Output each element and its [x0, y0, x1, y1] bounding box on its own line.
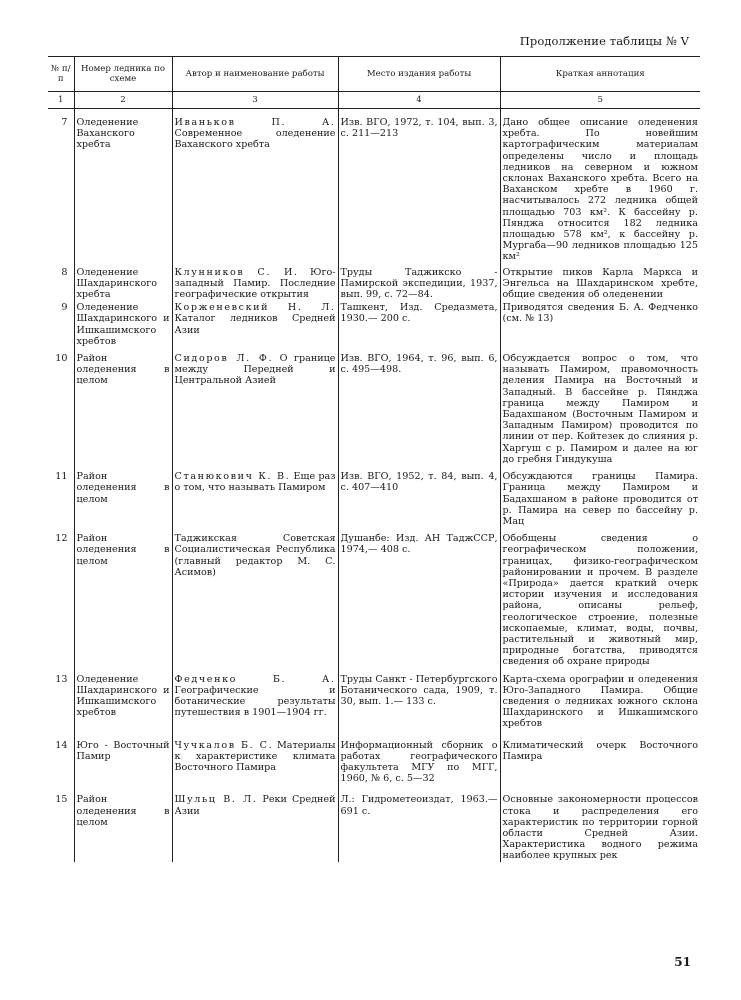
row-number: 14 [55, 739, 68, 751]
work-title: Юго-западный Памир. Последние географические открытия [174, 266, 336, 301]
author-name: Шульц В. Л. [174, 794, 258, 806]
work-title: Материалы к характеристике климата Восточного Памира [174, 739, 336, 773]
column-number-row [48, 92, 700, 109]
row-spacer [48, 109, 700, 118]
glacier-name: Оледенение Ваханского хребта [74, 117, 172, 263]
publication-place: Информационный сборник о работах географического факультета МГУ по МГГ, 1960, № 6, с. 5—32 [338, 740, 500, 785]
author-and-title [172, 471, 338, 527]
row-number: 9 [61, 302, 68, 314]
row-number: 15 [55, 794, 68, 806]
colnum-1: 1 [48, 92, 74, 109]
table-row [48, 674, 700, 730]
table-header-row [48, 57, 700, 92]
header-author: Автор и наименование работы [172, 57, 338, 92]
work-title: О границе между Передней и Центральной Азией [174, 353, 336, 387]
row-spacer [48, 730, 700, 740]
colnum-4: 4 [338, 92, 500, 109]
publication-place: Ташкент, Изд. Средазмета, 1930.— 200 с. [338, 302, 500, 347]
glacier-name: Район оледенения в целом [74, 794, 172, 861]
publication-place: Изв. ВГО, 1952, т. 84, вып. 4, с. 407—410 [338, 471, 500, 527]
author-name: Станюкович К. В. [174, 471, 291, 483]
row-number: 10 [55, 353, 68, 365]
author-and-title [172, 302, 338, 347]
publication-place: Душанбе: Изд. АН ТаджССР, 1974,— 408 с. [338, 533, 500, 667]
author-name: Клунников С. И. [174, 266, 299, 278]
glacier-name: Район оледенения в целом [74, 533, 172, 667]
author-name: Иваньков П. А. [174, 117, 336, 128]
short-annotation: Обсуждаются границы Памира. Граница между Памиром и Бадахшаном в районе проводится от р. Памира на север по бассейну р. Мац [500, 471, 700, 527]
row-number: 11 [55, 471, 68, 483]
colnum-3: 3 [172, 92, 338, 109]
short-annotation: Основные закономерности процессов стока и распределения его характеристик по территории горной области Средней Азии. Характеристика водного режима наиболее крупных рек [500, 794, 700, 861]
author-and-title [172, 674, 338, 730]
glacier-name: Район оледенения в целом [74, 353, 172, 465]
author-name: Федченко Б. А. [174, 673, 336, 685]
row-number: 7 [61, 117, 68, 128]
colnum-2: 2 [74, 92, 172, 109]
publication-place: Л.: Гидрометеоиздат, 1963.— 691 с. [338, 794, 500, 861]
page-number: 51 [674, 955, 691, 969]
author-and-title [172, 117, 338, 263]
row-number: 8 [61, 266, 68, 278]
short-annotation: Открытие пиков Карла Маркса и Энгельса на Шахдаринском хребте, общие сведения об оледенении [500, 267, 700, 301]
table-row [48, 302, 700, 347]
work-title: Каталог ледников Средней Азии [174, 313, 336, 336]
publication-place: Труды Таджикско - Памирской экспедиции, 1937, вып. 99, с. 72—84. [338, 267, 500, 301]
table-row [48, 117, 700, 263]
author-and-title [172, 794, 338, 861]
table-row [48, 353, 700, 465]
work-title: Географические и ботанические результаты путешествия в 1901—1904 гг. [174, 684, 336, 719]
short-annotation: Дано общее описание оледенения хребта. По новейшим картографическим материалам определены число и площадь ледников на северном и южном склонах Ваханского хребта. Всего на Ваханском хребте в 1960 г. насчитывалось 272 ледника общей площадью 703 км². К бассейну р. Пянджа относится 182 ледника площадью 578 км², к бассейну р. Мургаба—90 ледников площадью 125 км² [500, 117, 700, 263]
header-place: Место издания работы [338, 57, 500, 92]
short-annotation: Обобщены сведения о географическом положении, границах, физико-географическом районировании и прочем. В разделе «Природа» дается краткий очерк истории изучения и исследования района, описаны рельеф, геологическое строение, полезные ископаемые, климат, воды, почвы, растительный и животный мир, природные богатства, приводятся сведения об охране природы [500, 533, 700, 667]
table-body [48, 109, 700, 862]
header-glacier: Номер ледника по схеме [74, 57, 172, 92]
author-name: Корженевский Н. Л. [174, 302, 336, 314]
table-row [48, 267, 700, 301]
glacier-name: Оледенение Шахдаринского хребта [74, 267, 172, 301]
header-number: № п/п [48, 57, 74, 92]
author-and-title [172, 353, 338, 465]
bibliography-table [48, 56, 700, 862]
table-row [48, 471, 700, 527]
publication-place: Изв. ВГО, 1972, т. 104, вып. 3, с. 211—213 [338, 117, 500, 263]
work-title: Таджикская Советская Социалистическая Республика (главный редактор М. С. Асимов) [174, 533, 336, 578]
glacier-name: Оледенение Шахдаринского и Ишкашимского хребтов [74, 674, 172, 730]
row-number: 12 [55, 533, 68, 545]
row-number: 13 [55, 673, 68, 685]
table-row [48, 533, 700, 667]
row-spacer [48, 784, 700, 794]
header-annotation: Краткая аннотация [500, 57, 700, 92]
table-row [48, 794, 700, 861]
glacier-name: Оледенение Шахдаринского и Ишкашимского хребтов [74, 302, 172, 347]
glacier-name: Район оледенения в целом [74, 471, 172, 527]
author-and-title [172, 533, 338, 667]
publication-place: Изв. ВГО, 1964, т. 96, вып. 6, с. 495—498. [338, 353, 500, 465]
short-annotation: Приводятся сведения Б. А. Федченко (см. № 13) [500, 302, 700, 347]
work-title: Современное оледенение Ваханского хребта [174, 128, 336, 151]
author-and-title [172, 740, 338, 785]
table-continuation-caption: Продолжение таблицы № V [519, 34, 689, 48]
author-and-title [172, 267, 338, 301]
table-row [48, 740, 700, 785]
short-annotation: Климатический очерк Восточного Памира [500, 740, 700, 785]
short-annotation: Обсуждается вопрос о том, что называть Памиром, правомочность деления Памира на Восточный и Западный. В бассейне р. Пянджа граница между Памиром и Бадахшаном (Восточным Памиром и Западным Памиром) проводится по линии от пер. Койтезек до слияния р. Харгуш с р. Памиром и далее на юг до гребня Гиндукуша [500, 353, 700, 465]
work-title: Реки Средней Азии [174, 794, 336, 817]
work-title: Еще раз о том, что называть Памиром [174, 471, 336, 494]
short-annotation: Карта-схема орографии и оледенения Юго-Западного Памира. Общие сведения о ледниках южного склона Шахдаринского и Ишкашимского хребтов [500, 674, 700, 730]
colnum-5: 5 [500, 92, 700, 109]
author-name: Сидоров Л. Ф. [174, 353, 274, 365]
glacier-name: Юго - Восточный Памир [74, 740, 172, 785]
publication-place: Труды Санкт - Петербургского Ботанического сада, 1909, т. 30, вып. 1.— 133 с. [338, 674, 500, 730]
author-name: Чучкалов Б. С. [174, 739, 274, 751]
